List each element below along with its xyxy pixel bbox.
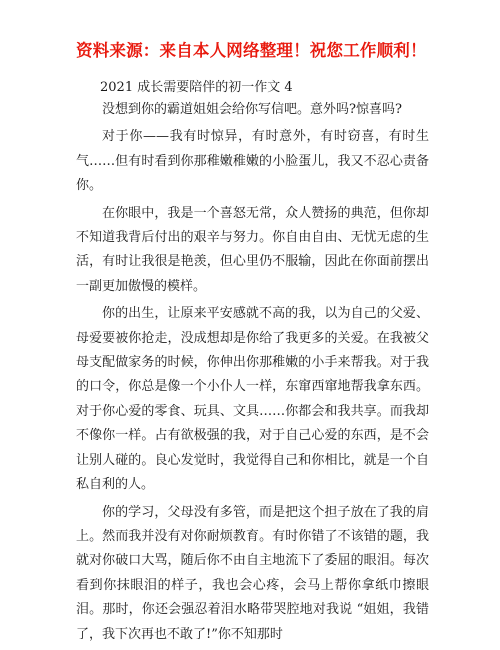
paragraph: 对于你——我有时惊异，有时意外，有时窃喜，有时生气……但有时看到你那稚嫩稚嫩的小脸蛋儿，我又不忍心责备你。 — [76, 129, 429, 194]
paragraph: 在你眼中，我是一个喜怒无常，众人赞扬的典范，但你却不知道我背后付出的艰辛与努力。你自由自由、无忧无虑的生活，有时让我很是艳羡，但心里仍不服输，因此在你面前摆出一副更加傲慢的模样。 — [76, 205, 429, 294]
paragraph: 你的出生，让原来平安感就不高的我，以为自己的父爱、母爱要被你抢走，没成想却是你给了我更多的关爱。在我被父母支配做家务的时候，你伸出你那稚嫩的小手来帮我。对于我的口令，你总是像一个小仆人一样，东窜西窜地帮我拿东西。对于你心爱的零食、玩具、文具……你都会和我共享。而我却不像你一样。占有欲极强的我，对于自己心爱的东西，是不会让别人碰的。良心发觉时，我觉得自己和你相比，就是一个自私自利的人。 — [76, 306, 429, 493]
source-banner: 资料来源：来自本人网络整理！祝您工作顺利！ — [76, 41, 427, 60]
document-title: 2021 成长需要陪伴的初一作文 4 — [100, 80, 293, 95]
paragraph: 你的学习，父母没有多管，而是把这个担子放在了我的肩上。然而我并没有对你耐烦教育。有时你错了不该错的题，我就对你破口大骂，随后你不由自主地流下了委屈的眼泪。每次看到你抹眼泪的样子，我也会心疼，会马上帮你拿纸巾擦眼泪。那时，你还会强忍着泪水略带哭腔地对我说 “姐姐，我错了，我下次再也不敢了!”你不知那时 — [76, 504, 429, 642]
paragraph: 没想到你的霸道姐姐会给你写信吧。意外吗?惊喜吗? — [102, 102, 402, 117]
document-body — [76, 98, 429, 650]
